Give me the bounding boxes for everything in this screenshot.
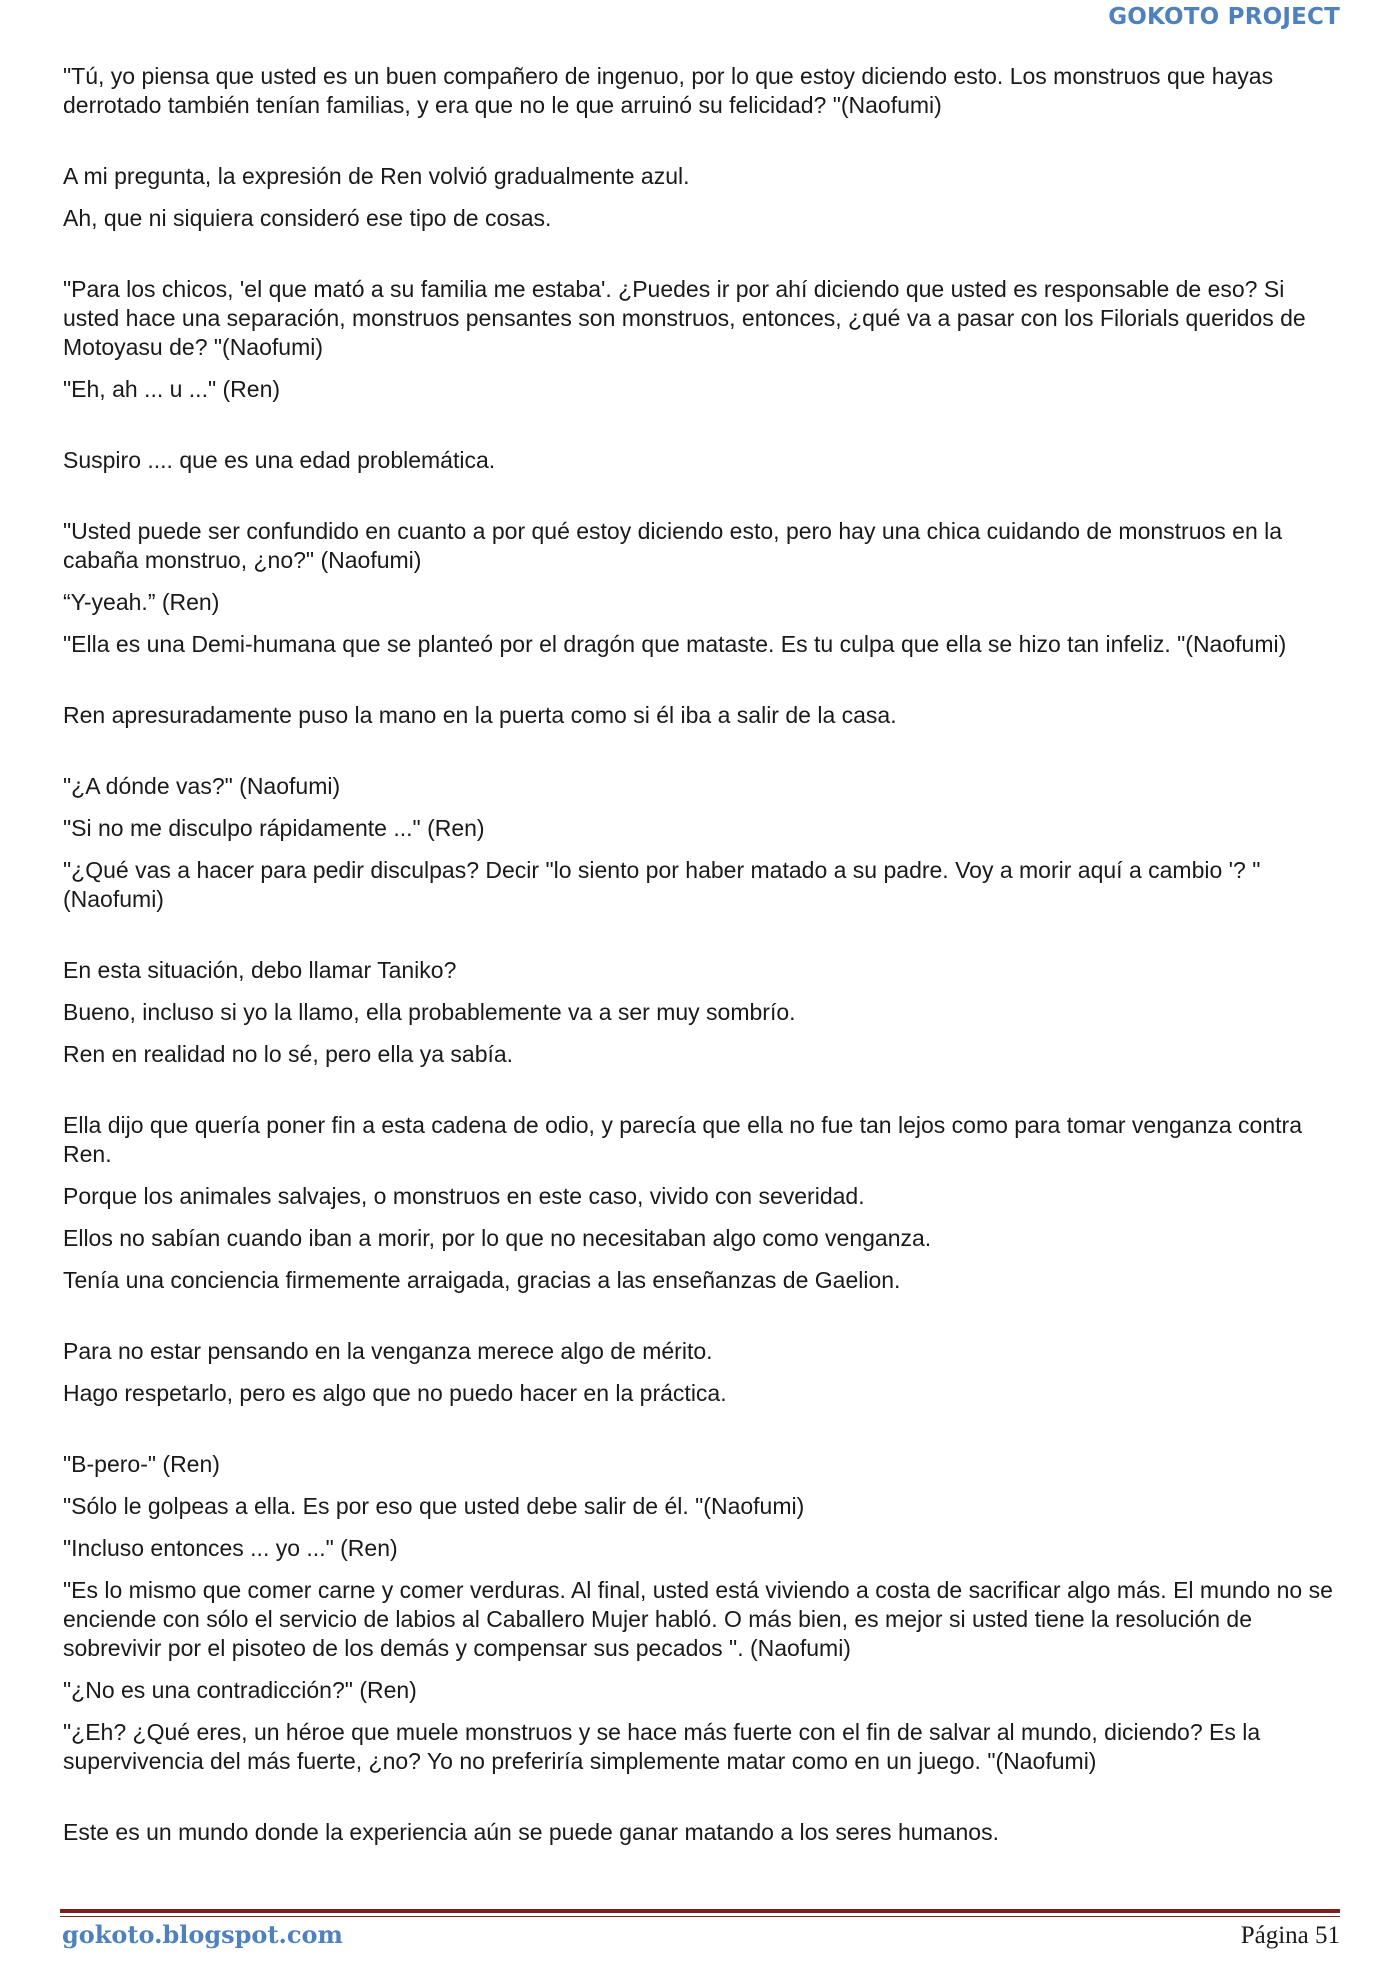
paragraph: Hago respetarlo, pero es algo que no puedo hacer en la práctica. (63, 1380, 727, 1406)
paragraph: "¿A dónde vas?" (Naofumi) (63, 773, 341, 799)
paragraph: "Es lo mismo que comer carne y comer verduras. Al final, usted está viviendo a costa de sacrificar algo más. El mundo no se enciende con sólo el servicio de labios al Caballero Mujer habló. O más bien, es mejor si usted tiene la resolución de sobrevivir por el pisoteo de los demás y compensar sus pecados ". (Naofumi) (63, 1577, 1333, 1661)
paragraph: "B-pero-" (Ren) (63, 1451, 220, 1477)
paragraph: En esta situación, debo llamar Taniko? (63, 957, 457, 983)
paragraph: Ah, que ni siquiera consideró ese tipo de cosas. (63, 205, 552, 231)
paragraph: "Si no me disculpo rápidamente ..." (Ren) (63, 815, 485, 841)
paragraph: Ellos no sabían cuando iban a morir, por lo que no necesitaban algo como venganza. (63, 1225, 932, 1251)
footer-rule (60, 1909, 1340, 1913)
page-number: Página 51 (1240, 1922, 1340, 1949)
paragraph: Ren en realidad no lo sé, pero ella ya sabía. (63, 1041, 514, 1067)
paragraph: Tenía una conciencia firmemente arraigada, gracias a las enseñanzas de Gaelion. (63, 1267, 901, 1293)
paragraph: "Tú, yo piensa que usted es un buen compañero de ingenuo, por lo que estoy diciendo esto. Los monstruos que hayas derrotado también tenían familias, y era que no le que arruinó su felicidad? "(Naofumi) (63, 63, 1274, 118)
footer-rule-thin (60, 1916, 1340, 1917)
paragraph: "Usted puede ser confundido en cuanto a por qué estoy diciendo esto, pero hay una chica cuidando de monstruos en la cabaña monstruo, ¿no?" (Naofumi) (63, 518, 1283, 573)
paragraph: "Eh, ah ... u ..." (Ren) (63, 376, 281, 402)
paragraph: “Y-yeah.” (Ren) (63, 589, 220, 615)
paragraph: "Ella es una Demi-humana que se planteó por el dragón que mataste. Es tu culpa que ella se hizo tan infeliz. "(Naofumi) (63, 631, 1287, 657)
paragraph: "¿Qué vas a hacer para pedir disculpas? Decir "lo siento por haber matado a su padre. Voy a morir aquí a cambio '? "(Naofumi) (63, 857, 1261, 912)
header-brand: GOKOTO PROJECT (1108, 4, 1340, 30)
paragraph: "Incluso entonces ... yo ..." (Ren) (63, 1535, 398, 1561)
paragraph: Suspiro .... que es una edad problemática. (63, 447, 496, 473)
paragraph: "Para los chicos, 'el que mató a su familia me estaba'. ¿Puedes ir por ahí diciendo que usted es responsable de eso? Si usted hace una separación, monstruos pensantes son monstruos, entonces, ¿qué va a pasar con los Filorials queridos de Motoyasu de? "(Naofumi) (63, 276, 1306, 360)
paragraph: Este es un mundo donde la experiencia aún se puede ganar matando a los seres humanos. (63, 1819, 999, 1845)
document-body (63, 62, 1345, 1847)
paragraph: Ren apresuradamente puso la mano en la puerta como si él iba a salir de la casa. (63, 702, 897, 728)
paragraph: Para no estar pensando en la venganza merece algo de mérito. (63, 1338, 713, 1364)
paragraph: "¿Eh? ¿Qué eres, un héroe que muele monstruos y se hace más fuerte con el fin de salvar al mundo, diciendo? Es la supervivencia del más fuerte, ¿no? Yo no preferiría simplemente matar como en un juego. "(Naofumi) (63, 1719, 1261, 1774)
paragraph: A mi pregunta, la expresión de Ren volvió gradualmente azul. (63, 163, 690, 189)
paragraph: Porque los animales salvajes, o monstruos en este caso, vivido con severidad. (63, 1183, 865, 1209)
paragraph: "Sólo le golpeas a ella. Es por eso que usted debe salir de él. "(Naofumi) (63, 1493, 805, 1519)
paragraph: Ella dijo que quería poner fin a esta cadena de odio, y parecía que ella no fue tan lejos como para tomar venganza contra Ren. (63, 1112, 1302, 1167)
paragraph: Bueno, incluso si yo la llamo, ella probablemente va a ser muy sombrío. (63, 999, 796, 1025)
footer-site-link[interactable]: gokoto.blogspot.com (62, 1920, 343, 1949)
paragraph: "¿No es una contradicción?" (Ren) (63, 1677, 417, 1703)
